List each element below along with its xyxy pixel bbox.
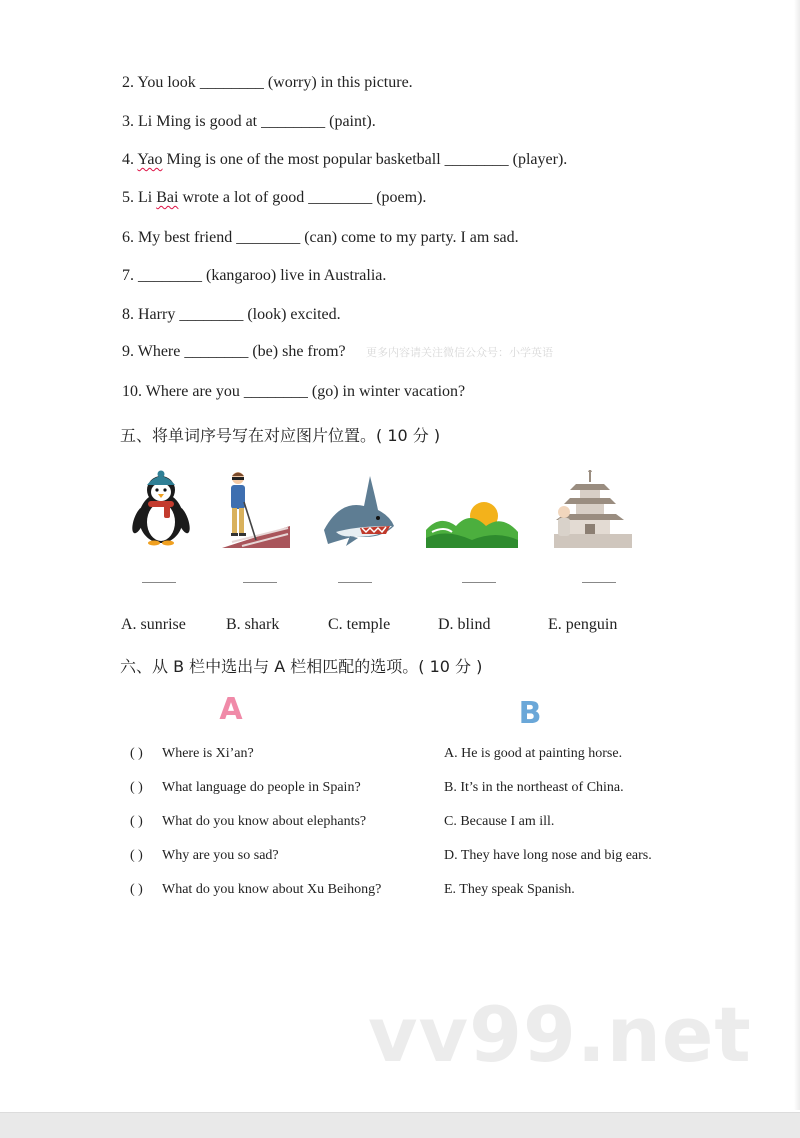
shark-picture — [320, 470, 396, 548]
question-text: 8. Harry — [122, 306, 180, 323]
match-b-item: B. It’s in the northeast of China. — [444, 780, 624, 795]
match-a-text: Where is Xi’an? — [162, 746, 254, 761]
spellcheck-word: Yao — [137, 151, 163, 168]
answer-line[interactable] — [338, 582, 372, 583]
question-hint: (paint). — [325, 113, 376, 130]
question-6 — [122, 229, 519, 247]
question-4 — [122, 151, 567, 169]
question-text: 4. — [122, 151, 138, 168]
question-text: 10. Where are you — [122, 383, 244, 400]
answer-line[interactable] — [582, 582, 616, 583]
question-hint: (look) excited. — [243, 306, 341, 323]
temple-picture — [552, 470, 634, 552]
site-watermark: vv99.net — [368, 990, 752, 1079]
question-text: 6. My best friend — [122, 229, 237, 246]
match-a-text: Why are you so sad? — [162, 848, 279, 863]
sunrise-picture — [426, 470, 522, 550]
answer-blank[interactable]: ________ — [261, 113, 326, 130]
option-c: C. temple — [328, 616, 391, 633]
watermark-text: 更多内容请关注微信公众号：小学英语 — [366, 346, 553, 359]
question-7 — [122, 267, 386, 285]
match-a-item — [130, 882, 381, 898]
question-hint: (poem). — [372, 189, 427, 206]
question-10 — [122, 383, 465, 401]
column-b-label: B — [518, 696, 542, 731]
match-a-text: What do you know about elephants? — [162, 814, 367, 829]
question-text: wrote a lot of good — [178, 189, 309, 206]
blind-man-picture — [222, 470, 290, 550]
option-a: A. sunrise — [121, 616, 186, 633]
option-e: E. penguin — [548, 616, 618, 633]
match-b-item: D. They have long nose and big ears. — [444, 848, 652, 863]
answer-bracket[interactable]: ( ) — [130, 882, 143, 897]
penguin-picture — [130, 470, 192, 546]
question-hint: (go) in winter vacation? — [307, 383, 466, 400]
answer-line[interactable] — [142, 582, 176, 583]
question-text: 9. Where — [122, 343, 185, 360]
question-9 — [122, 343, 346, 361]
answer-blank[interactable]: ________ — [243, 383, 308, 400]
question-hint: (kangaroo) live in Australia. — [202, 267, 387, 284]
match-a-text: What language do people in Spain? — [162, 780, 361, 795]
question-hint: (worry) in this picture. — [263, 74, 413, 91]
answer-blank[interactable]: ________ — [444, 151, 509, 168]
match-a-item — [130, 780, 361, 796]
answer-line[interactable] — [462, 582, 496, 583]
match-a-text: What do you know about Xu Beihong? — [162, 882, 382, 897]
question-text: 2. You look — [122, 74, 200, 91]
answer-line[interactable] — [243, 582, 277, 583]
question-2 — [122, 74, 413, 92]
answer-blank[interactable]: ________ — [236, 229, 301, 246]
answer-bracket[interactable]: ( ) — [130, 814, 143, 829]
answer-bracket[interactable]: ( ) — [130, 780, 143, 795]
question-hint: (player). — [508, 151, 568, 168]
answer-blank[interactable]: ________ — [308, 189, 373, 206]
question-3 — [122, 113, 376, 131]
section-5-title: 五、将单词序号写在对应图片位置。( 10 分 ) — [120, 426, 441, 445]
match-a-item — [130, 848, 279, 864]
question-hint: (be) she from? — [248, 343, 346, 360]
match-b-item: A. He is good at painting horse. — [444, 746, 623, 761]
match-b-item: E. They speak Spanish. — [444, 882, 575, 897]
answer-blank[interactable]: ________ — [179, 306, 244, 323]
option-d: D. blind — [438, 616, 491, 633]
question-text: 5. Li — [122, 189, 157, 206]
option-b: B. shark — [226, 616, 280, 633]
column-a-label: A — [219, 692, 243, 727]
match-a-item — [130, 746, 254, 762]
answer-blank[interactable]: ________ — [184, 343, 249, 360]
spellcheck-word: Bai — [156, 189, 179, 206]
answer-bracket[interactable]: ( ) — [130, 746, 143, 761]
question-hint: (can) come to my party. I am sad. — [300, 229, 519, 246]
bottom-scroll-bar[interactable] — [0, 1112, 800, 1138]
answer-blank[interactable]: ________ — [199, 74, 264, 91]
page-edge — [794, 0, 800, 1110]
question-text: 3. Li Ming is good at — [122, 113, 262, 130]
section-6-title: 六、从 B 栏中选出与 A 栏相匹配的选项。( 10 分 ) — [120, 657, 483, 676]
match-b-item: C. Because I am ill. — [444, 814, 555, 829]
answer-bracket[interactable]: ( ) — [130, 848, 143, 863]
match-a-item — [130, 814, 366, 830]
answer-blank[interactable]: ________ — [138, 267, 202, 284]
question-text: Ming is one of the most popular basketball — [162, 151, 445, 168]
question-5 — [122, 189, 426, 207]
question-8 — [122, 306, 341, 324]
question-text: 7. — [122, 267, 138, 284]
